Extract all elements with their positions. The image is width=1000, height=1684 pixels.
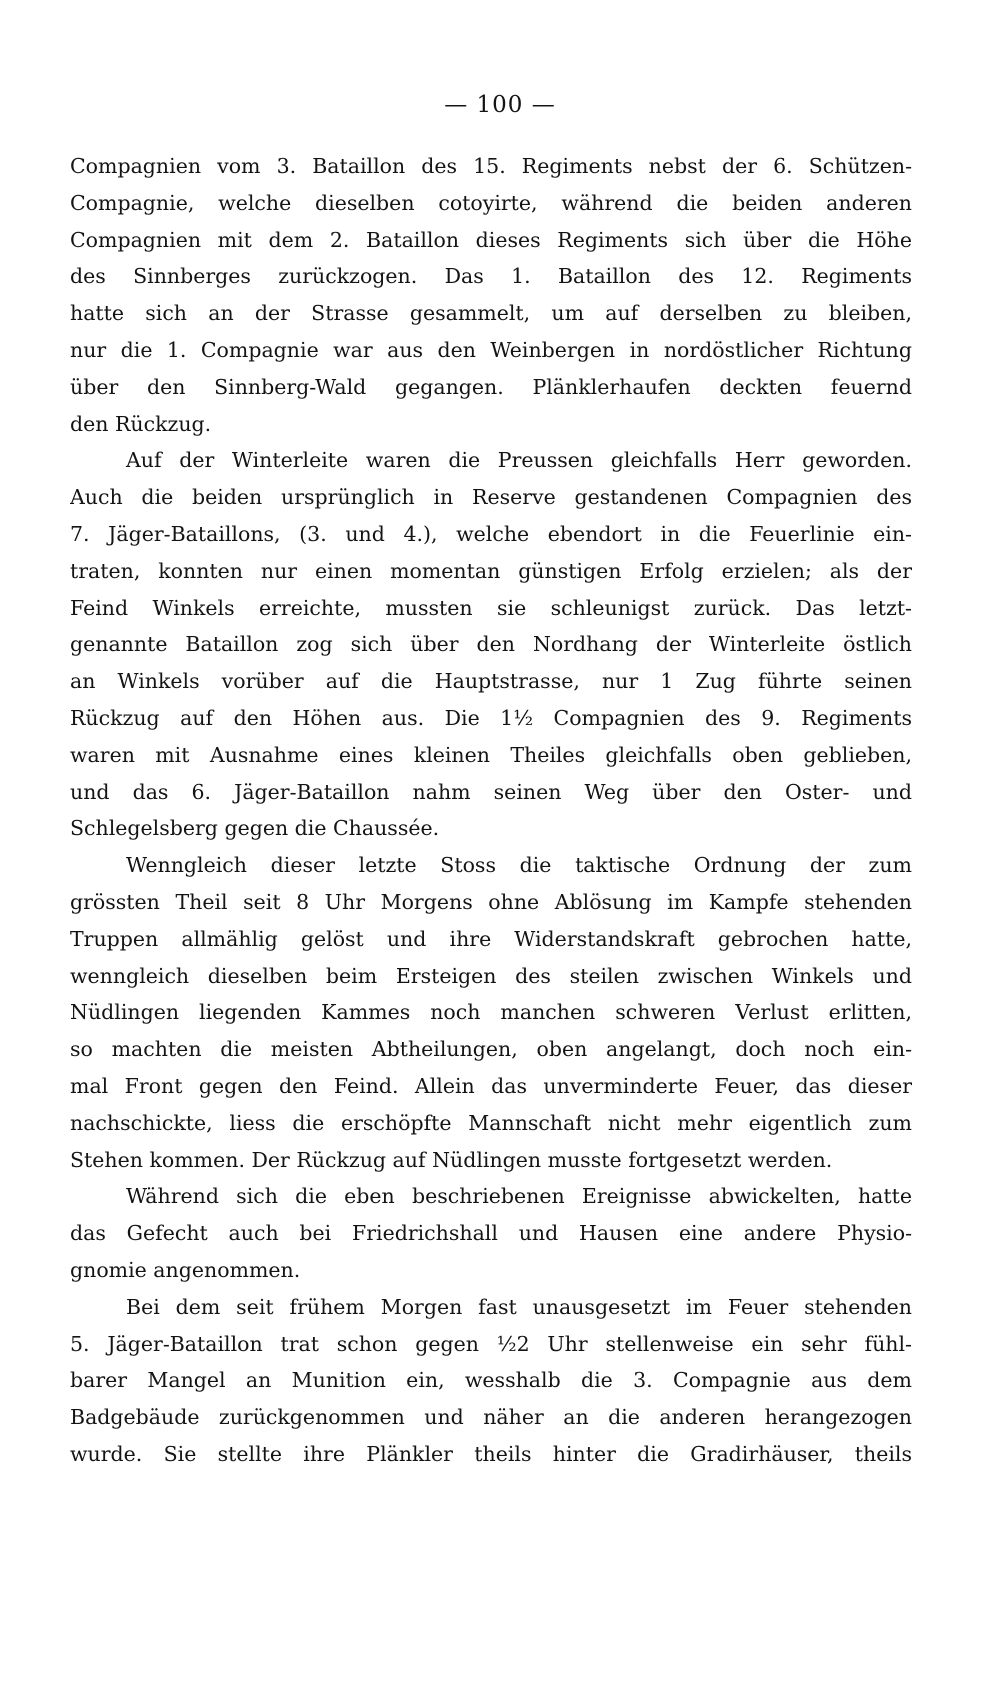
text-line: waren mit Ausnahme eines kleinen Theiles gleichfalls oben geblieben, <box>70 742 912 767</box>
text-line: Auf der Winterleite waren die Preussen gleichfalls Herr geworden. <box>126 448 912 473</box>
text-line: Badgebäude zurückgenommen und näher an die anderen herangezogen <box>70 1405 912 1430</box>
text-line: über den Sinnberg-Wald gegangen. Plänklerhaufen deckten feuernd <box>70 374 912 399</box>
text-line: mal Front gegen den Feind. Allein das unverminderte Feuer, das dieser <box>70 1073 912 1098</box>
text-line: Bei dem seit frühem Morgen fast unausgesetzt im Feuer stehenden <box>126 1294 912 1319</box>
text-line: traten, konnten nur einen momentan günstigen Erfolg erzielen; als der <box>70 558 912 583</box>
text-line: an Winkels vorüber auf die Hauptstrasse, nur 1 Zug führte seinen <box>70 669 912 694</box>
text-line: wenngleich dieselben beim Ersteigen des steilen zwischen Winkels und <box>70 963 912 988</box>
text-line: so machten die meisten Abtheilungen, oben angelangt, doch noch ein- <box>70 1037 912 1062</box>
text-line: Feind Winkels erreichte, mussten sie schleunigst zurück. Das letzt- <box>70 595 912 620</box>
text-line: Wenngleich dieser letzte Stoss die taktische Ordnung der zum <box>126 853 912 878</box>
text-line: Auch die beiden ursprünglich in Reserve gestandenen Compagnien des <box>70 485 912 510</box>
text-line: des Sinnberges zurückzogen. Das 1. Bataillon des 12. Regiments <box>70 264 912 289</box>
text-line: wurde. Sie stellte ihre Plänkler theils hinter die Gradirhäuser, theils <box>70 1441 912 1466</box>
text-line: das Gefecht auch bei Friedrichshall und Hausen eine andere Physio- <box>70 1221 912 1246</box>
text-line: Stehen kommen. Der Rückzug auf Nüdlingen musste fortgesetzt werden. <box>70 1147 833 1172</box>
text-line: Während sich die eben beschriebenen Ereignisse abwickelten, hatte <box>126 1184 912 1209</box>
text-line: hatte sich an der Strasse gesammelt, um auf derselben zu bleiben, <box>70 301 912 326</box>
text-line: Compagnien mit dem 2. Bataillon dieses Regiments sich über die Höhe <box>70 227 912 252</box>
text-line: 7. Jäger-Bataillons, (3. und 4.), welche ebendort in die Feuerlinie ein- <box>70 521 912 546</box>
text-line: Compagnien vom 3. Bataillon des 15. Regiments nebst der 6. Schützen- <box>70 154 912 178</box>
text-line: Compagnie, welche dieselben cotoyirte, während die beiden anderen <box>70 190 912 215</box>
text-line: Nüdlingen liegenden Kammes noch manchen schweren Verlust erlitten, <box>70 1000 912 1025</box>
text-line: grössten Theil seit 8 Uhr Morgens ohne Ablösung im Kampfe stehenden <box>70 889 912 914</box>
text-line: Rückzug auf den Höhen aus. Die 1½ Compagnien des 9. Regiments <box>70 705 912 730</box>
body-text <box>70 148 912 1473</box>
text-line: gnomie angenommen. <box>70 1257 301 1282</box>
text-line: und das 6. Jäger-Bataillon nahm seinen Weg über den Oster- und <box>70 779 912 804</box>
text-line: Schlegelsberg gegen die Chaussée. <box>70 816 440 841</box>
text-line: 5. Jäger-Bataillon trat schon gegen ½2 Uhr stellenweise ein sehr fühl- <box>70 1331 912 1356</box>
text-line: barer Mangel an Munition ein, wesshalb die 3. Compagnie aus dem <box>70 1368 912 1393</box>
text-line: Truppen allmählig gelöst und ihre Widerstandskraft gebrochen hatte, <box>70 926 912 951</box>
page-number: — 100 — <box>444 92 556 118</box>
text-line: genannte Bataillon zog sich über den Nordhang der Winterleite östlich <box>70 632 912 657</box>
text-line: den Rückzug. <box>70 411 212 436</box>
text-line: nachschickte, liess die erschöpfte Mannschaft nicht mehr eigentlich zum <box>70 1110 912 1135</box>
text-line: nur die 1. Compagnie war aus den Weinbergen in nordöstlicher Richtung <box>70 337 912 362</box>
